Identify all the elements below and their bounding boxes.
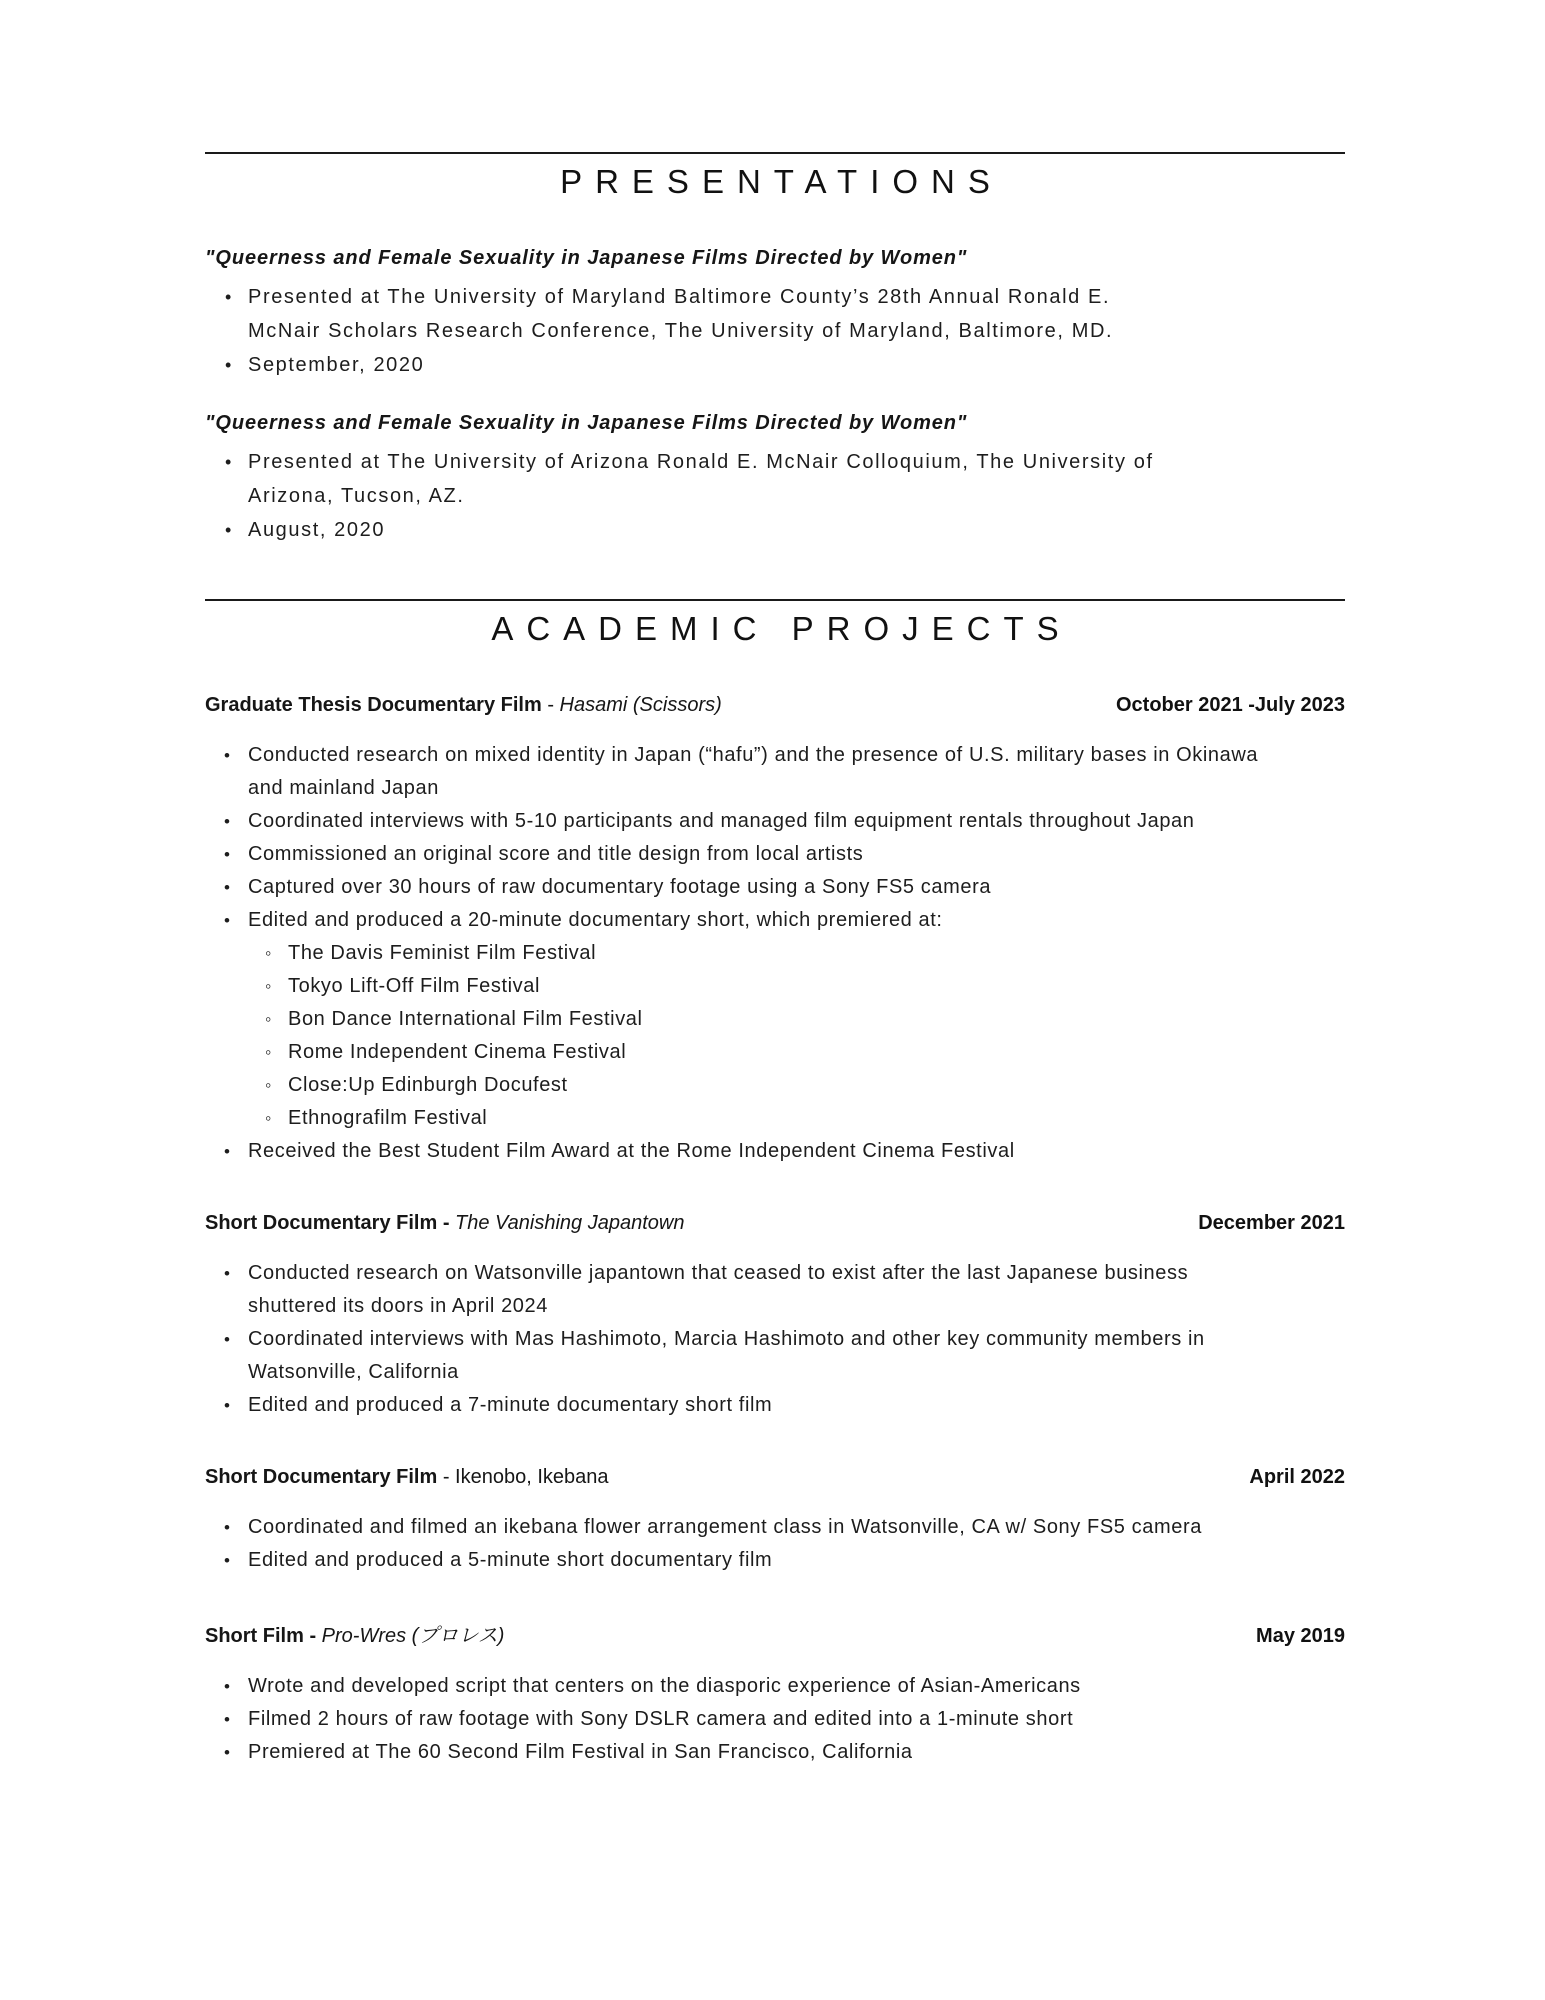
list-item: • Presented at The University of Arizona Ronald E. McNair Colloquium, The University of Arizona, Tucson, AZ. <box>205 445 1155 513</box>
project-bullet-list <box>205 739 1265 1168</box>
list-item: • Commissioned an original score and title design from local artists <box>205 838 1265 871</box>
project-title <box>205 694 722 717</box>
list-item: • September, 2020 <box>205 348 1155 382</box>
presentation-entry <box>205 247 1345 382</box>
list-item: • Wrote and developed script that centers on the diasporic experience of Asian-Americans <box>205 1670 1265 1703</box>
presentations-section <box>205 152 1345 547</box>
project-bullet-list <box>205 1511 1265 1577</box>
list-item: • Received the Best Student Film Award at the Rome Independent Cinema Festival <box>205 1135 1265 1168</box>
presentation-bullet-list <box>205 280 1155 382</box>
project-date: May 2019 <box>1256 1625 1345 1647</box>
project-header <box>205 1619 1345 1648</box>
project-title <box>205 1466 609 1489</box>
list-item: • Coordinated interviews with Mas Hashimoto, Marcia Hashimoto and other key community members in Watsonville, California <box>205 1323 1265 1389</box>
presentation-bullet-list <box>205 445 1155 547</box>
festival-sub-list <box>248 937 1265 1135</box>
section-divider <box>205 599 1345 601</box>
list-item: • Conducted research on Watsonville japantown that ceased to exist after the last Japanese business shuttered its doors in April 2024 <box>205 1257 1265 1323</box>
project-bullet-list <box>205 1670 1265 1769</box>
presentation-title: "Queerness and Female Sexuality in Japanese Films Directed by Women" <box>205 412 968 434</box>
list-item: • Edited and produced a 7-minute documentary short film <box>205 1389 1265 1422</box>
sub-list-item: ◦ Bon Dance International Film Festival <box>248 1003 1265 1036</box>
list-item: • Conducted research on mixed identity in Japan (“hafu”) and the presence of U.S. military bases in Okinawa and mainland Japan <box>205 739 1265 805</box>
list-item: • Coordinated interviews with 5-10 participants and managed film equipment rentals throughout Japan <box>205 805 1265 838</box>
project-header <box>205 1212 1345 1235</box>
project-date: April 2022 <box>1249 1466 1345 1488</box>
list-item: • Filmed 2 hours of raw footage with Sony DSLR camera and edited into a 1-minute short <box>205 1703 1265 1736</box>
list-item: • Captured over 30 hours of raw documentary footage using a Sony FS5 camera <box>205 871 1265 904</box>
project-title-plain: - <box>541 694 560 716</box>
project-entry <box>205 1466 1345 1577</box>
presentations-heading: PRESENTATIONS <box>560 163 1003 200</box>
project-title-plain: - Ikenobo, Ikebana <box>437 1466 609 1488</box>
list-item: • Coordinated and filmed an ikebana flower arrangement class in Watsonville, CA w/ Sony FS5 camera <box>205 1511 1265 1544</box>
presentation-title: "Queerness and Female Sexuality in Japanese Films Directed by Women" <box>205 247 968 269</box>
project-title-italic: Pro-Wres (プロレス) <box>321 1625 505 1647</box>
presentation-entry <box>205 412 1345 547</box>
list-item-text: Edited and produced a 20-minute documentary short, which premiered at: <box>248 909 943 931</box>
sub-list-item: ◦ Tokyo Lift-Off Film Festival <box>248 970 1265 1003</box>
sub-list-item: ◦ The Davis Feminist Film Festival <box>248 937 1265 970</box>
project-title-bold: Short Documentary Film - <box>205 1212 456 1234</box>
project-title <box>205 1212 684 1235</box>
project-entry <box>205 1212 1345 1422</box>
project-entry <box>205 1619 1345 1769</box>
project-title <box>205 1619 504 1648</box>
list-item: • Edited and produced a 5-minute short documentary film <box>205 1544 1265 1577</box>
project-header <box>205 1466 1345 1489</box>
project-title-italic: Hasami (Scissors) <box>559 694 722 716</box>
list-item: • August, 2020 <box>205 513 1155 547</box>
project-title-italic: The Vanishing Japantown <box>455 1212 685 1234</box>
list-item: • Premiered at The 60 Second Film Festival in San Francisco, California <box>205 1736 1265 1769</box>
academic-projects-section <box>205 599 1345 1769</box>
sub-list-item: ◦ Ethnografilm Festival <box>248 1102 1265 1135</box>
project-entry <box>205 694 1345 1168</box>
project-title-bold: Short Film - <box>205 1625 322 1647</box>
list-item <box>205 904 1265 1135</box>
project-date: December 2021 <box>1198 1212 1345 1234</box>
project-header <box>205 694 1345 717</box>
sub-list-item: ◦ Rome Independent Cinema Festival <box>248 1036 1265 1069</box>
project-title-bold: Graduate Thesis Documentary Film <box>205 694 542 716</box>
sub-list-item: ◦ Close:Up Edinburgh Docufest <box>248 1069 1265 1102</box>
project-title-bold: Short Documentary Film <box>205 1466 438 1488</box>
list-item: • Presented at The University of Maryland Baltimore County’s 28th Annual Ronald E. McNair Scholars Research Conference, The University of Maryland, Baltimore, MD. <box>205 280 1155 348</box>
academic-projects-heading: ACADEMIC PROJECTS <box>491 610 1072 647</box>
section-divider <box>205 152 1345 154</box>
project-bullet-list <box>205 1257 1265 1422</box>
project-date: October 2021 -July 2023 <box>1115 694 1345 716</box>
